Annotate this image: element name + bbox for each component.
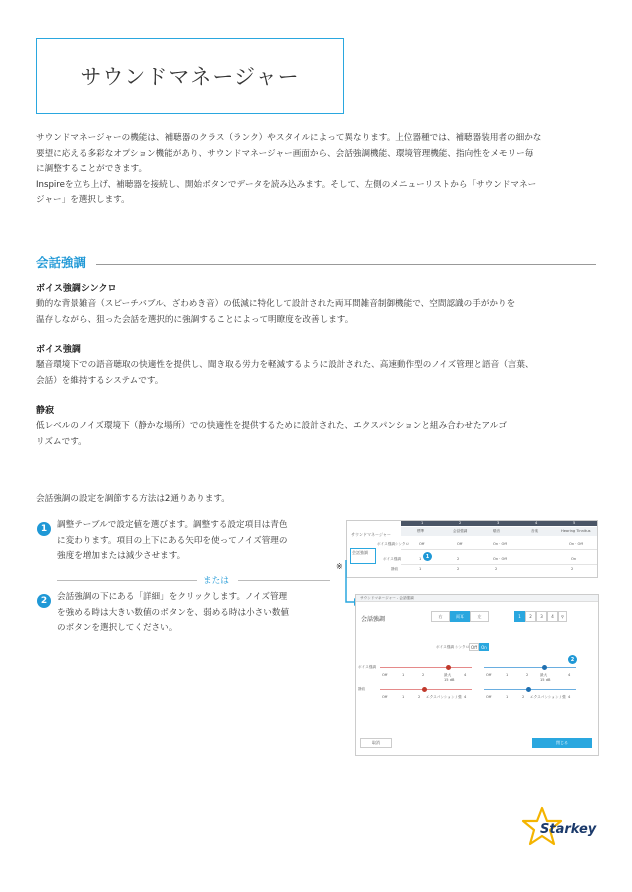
feature-line: 会話）を維持するシステムです。 <box>36 375 164 386</box>
feature-line: 温存しながら、狙った会話を選択的に強調することによって明瞭度を改善します。 <box>36 314 354 325</box>
step-line: 強度を増加または減少させます。 <box>57 551 186 561</box>
intro-line: Inspireを立ち上げ、補聴器を接続し、開始ボタンでデータを読み込みます。そして、左側のメニューリストから「サウンドマネー <box>36 179 537 190</box>
scale-tick: 4 <box>568 695 571 699</box>
scale-tick: 4 <box>568 673 571 677</box>
feature-line: 騒音環境下での語音聴取の快適性を提供し、聞き取る労力を軽減するように設計された、高速動作型のノイズ管理と語音（言葉、 <box>36 360 534 370</box>
sync-off-button[interactable]: Off <box>469 643 479 651</box>
col-label: Hearing Tinnitus <box>561 529 591 533</box>
feature-line: リズムです。 <box>36 436 87 447</box>
slider-track-right[interactable] <box>484 667 576 668</box>
memory-3-button[interactable]: 3 <box>536 611 547 622</box>
feature-desc <box>36 358 596 389</box>
scale-tick: 2 <box>422 673 425 677</box>
row-label: 静寂 <box>391 567 399 571</box>
cell-value[interactable]: 2 <box>457 557 460 561</box>
col-number: 2 <box>459 521 462 525</box>
col-number: 4 <box>535 521 538 525</box>
note-mark: ※ <box>336 562 343 571</box>
col-label: 標準 <box>417 529 425 533</box>
step-text <box>57 590 325 637</box>
or-label: または <box>203 576 229 586</box>
or-divider-right <box>238 580 330 581</box>
callout-badge: 2 <box>568 655 577 664</box>
adjustment-table-screenshot <box>346 520 598 578</box>
callout-badge: 1 <box>423 552 432 561</box>
feature-heading: ボイス強調シンクロ <box>36 284 117 294</box>
feature-line: 低レベルのノイズ環境下（静かな場所）での快適性を提供するために設計された、エクスパンションと組み合わせたアルゴ <box>36 421 507 431</box>
col-number: 3 <box>497 521 500 525</box>
col-number: 5 <box>573 521 576 525</box>
cell-value[interactable]: On · Off <box>493 557 507 561</box>
scale-tick: 1 <box>402 695 405 699</box>
feature-heading: 静寂 <box>36 406 55 416</box>
sync-on-button[interactable]: On <box>479 643 489 651</box>
scale-tick: 2 <box>418 695 421 699</box>
memory-4-button[interactable]: 4 <box>547 611 558 622</box>
page-title-box <box>36 38 344 114</box>
row-label: 会話強調 <box>352 550 368 555</box>
step-text <box>57 518 325 565</box>
memory-1-button[interactable]: 1 <box>514 611 525 622</box>
step-number-badge: 2 <box>37 594 51 608</box>
step-line: に変わります。項目の上下にある矢印を使ってノイズ管理の <box>57 535 288 546</box>
intro-line: サウンドマネージャーの機能は、補聴器のクラス（ランク）やスタイルによって異なります。上位器種では、補聴器装用者の細かな <box>36 133 542 143</box>
slider-thumb-left[interactable] <box>446 665 451 670</box>
side-left-button[interactable]: 左 <box>470 611 489 622</box>
cell-value[interactable]: 2 <box>457 567 460 571</box>
cell-value[interactable]: On · Off <box>569 542 583 546</box>
col-label: 音楽 <box>531 529 539 533</box>
scale-tick: Off <box>382 673 388 677</box>
page-title: サウンドマネージャー <box>80 65 300 89</box>
row-divider <box>401 549 597 550</box>
scale-tick: 1 <box>402 673 405 677</box>
scale-tick: 4 <box>464 695 467 699</box>
feature-desc <box>36 419 596 450</box>
step-line: 会話強調の下にある「詳細」をクリックします。ノイズ管理 <box>57 592 288 602</box>
dialog-section-title: 会話強調 <box>361 616 386 623</box>
cancel-button[interactable]: 取消 <box>360 738 392 748</box>
feature-line: 動的な背景雑音（スピーチバブル、ざわめき音）の低減に特化して設計された両耳間雑音制御機能で、空間認識の手がかりを <box>36 299 516 309</box>
col-label: 騒音 <box>493 529 501 533</box>
methods-lead: 会話強調の設定を調節する方法は2通りあります。 <box>36 494 230 504</box>
slider-row-label: 静寂 <box>358 687 366 691</box>
step-line: のボタンを選択してください。 <box>57 623 178 633</box>
scale-tick: 4 <box>464 673 467 677</box>
detail-dialog-screenshot <box>355 594 599 756</box>
slider-thumb-right[interactable] <box>526 687 531 692</box>
cell-value[interactable]: Off <box>419 542 425 546</box>
feature-desc <box>36 297 596 328</box>
sync-label: ボイス強調 シンクロ <box>436 645 470 649</box>
col-number: 1 <box>421 521 424 525</box>
intro-text <box>36 131 596 209</box>
cell-value[interactable]: 1 <box>419 557 422 561</box>
or-divider-left <box>57 580 197 581</box>
ear-icon[interactable]: ⚲ <box>558 611 567 622</box>
cell-value[interactable]: 1 <box>419 567 422 571</box>
scale-tick: 2 <box>522 695 525 699</box>
slider-thumb-right[interactable] <box>542 665 547 670</box>
scale-tick: エクスパンション / 強 <box>530 695 566 699</box>
row-divider <box>401 564 597 565</box>
scale-sublabel: 15 dB <box>540 678 551 682</box>
scale-tick: エクスパンション / 強 <box>426 695 462 699</box>
intro-line: に調整することができます。 <box>36 164 148 174</box>
intro-line: ジャー」を選択します。 <box>36 195 130 205</box>
app-label: サウンドマネージャー <box>351 532 391 537</box>
step-line: を強める時は大きい数値のボタンを、弱める時は小さい数値 <box>57 607 290 618</box>
scale-tick: 1 <box>506 695 509 699</box>
side-right-button[interactable]: 右 <box>431 611 450 622</box>
memory-2-button[interactable]: 2 <box>525 611 536 622</box>
scale-tick: 最大 <box>540 673 548 677</box>
row-label: ボイス強調シンクロ <box>377 542 410 546</box>
slider-track-left[interactable] <box>380 667 472 668</box>
scale-tick: 最大 <box>444 673 452 677</box>
close-button[interactable]: 閉じる <box>532 738 592 748</box>
slider-row-label: ボイス強調 <box>358 665 376 669</box>
col-label: 会話強調 <box>453 529 468 533</box>
cell-value[interactable]: Off <box>457 542 463 546</box>
cell-value[interactable]: 2 <box>495 567 498 571</box>
cell-value[interactable]: On · Off <box>493 542 507 546</box>
scale-sublabel: 15 dB <box>444 678 455 682</box>
scale-tick: Off <box>382 695 388 699</box>
row-label: ボイス強調 <box>383 557 401 561</box>
dialog-title: サウンドマネージャー - 会話強調 <box>360 596 414 600</box>
cell-value[interactable]: 2 <box>571 567 574 571</box>
scale-tick: 1 <box>506 673 509 677</box>
feature-heading: ボイス強調 <box>36 345 81 355</box>
scale-tick: Off <box>486 695 492 699</box>
scale-tick: 2 <box>526 673 529 677</box>
step-number-badge: 1 <box>37 522 51 536</box>
step-line: 調整テーブルで設定値を選びます。調整する設定項目は青色 <box>57 520 288 530</box>
cell-value[interactable]: On <box>571 557 577 561</box>
section-divider <box>96 264 596 265</box>
brand-logo-text: Starkey <box>540 822 597 837</box>
scale-tick: Off <box>486 673 492 677</box>
intro-line: 要望に応える多彩なオプション機能があり、サウンドマネージャー画面から、会話強調機能、環境管理機能、指向性をメモリー毎 <box>36 148 534 159</box>
section-title: 会話強調 <box>36 255 87 270</box>
slider-thumb-left[interactable] <box>422 687 427 692</box>
side-both-button[interactable]: 両耳 <box>450 611 470 622</box>
